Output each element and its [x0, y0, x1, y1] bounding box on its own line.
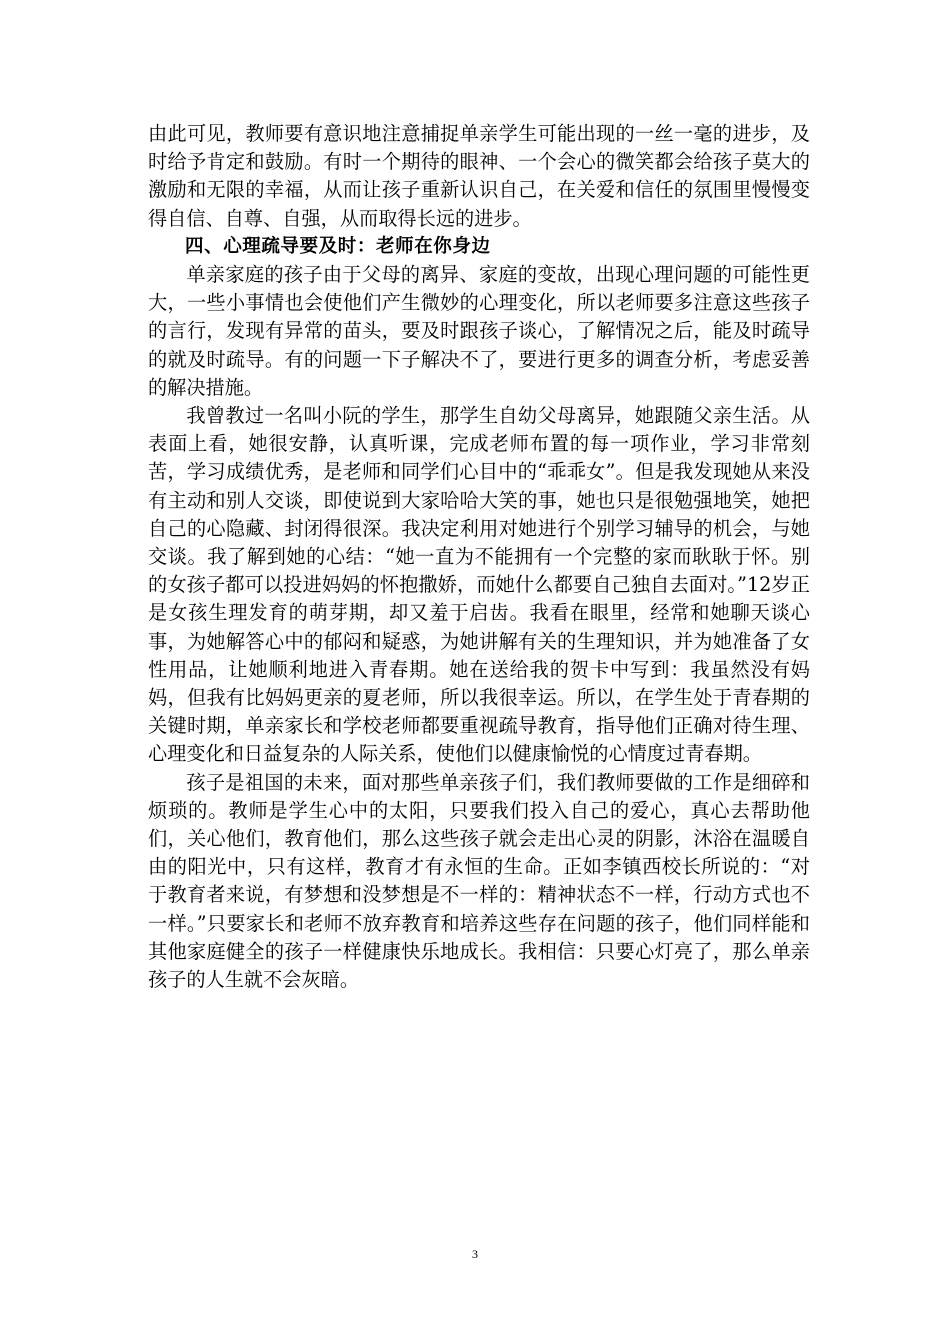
- paragraph-case-study: 我曾教过一名叫小阮的学生，那学生自幼父母离异，她跟随父亲生活。从表面上看，她很安静，认真听课，完成老师布置的每一项作业，学习非常刻苦，学习成绩优秀，是老师和同学们心目中的“乖乖女”。但是我发现她从来没有主动和别人交谈，即使说到大家哈哈大笑的事，她也只是很勉强地笑，她把自己的心隐藏、封闭得很深。我决定利用对她进行个别学习辅导的机会，与她交谈。我了解到她的心结：“她一直为不能拥有一个完整的家而耿耿于怀。别的女孩子都可以投进妈妈的怀抱撒娇，而她什么都要自己独自去面对。”12岁正是女孩生理发育的萌芽期，却又羞于启齿。我看在眼里，经常和她聊天谈心事，为她解答心中的郁闷和疑惑，为她讲解有关的生理知识，并为她准备了女性用品，让她顺利地进入青春期。她在送给我的贺卡中写到：我虽然没有妈妈，但我有比妈妈更亲的夏老师，所以我很幸运。所以，在学生处于青春期的关键时期，单亲家长和学校老师都要重视疏导教育，指导他们正确对待生理、心理变化和日益复杂的人际关系，使他们以健康愉悦的心情度过青春期。: [148, 404, 810, 766]
- section-heading-4: 四、心理疏导要及时：老师在你身边: [185, 235, 491, 257]
- page-content: [148, 120, 810, 994]
- page-number: 3: [472, 1247, 478, 1261]
- paragraph-intro: 单亲家庭的孩子由于父母的离异、家庭的变故，出现心理问题的可能性更大，一些小事情也会使他们产生微妙的心理变化，所以老师要多注意这些孩子的言行，发现有异常的苗头，要及时跟孩子谈心，了解情况之后，能及时疏导的就及时疏导。有的问题一下子解决不了，要进行更多的调查分析，考虑妥善的解决措施。: [148, 263, 810, 399]
- paragraph-conclusion: 孩子是祖国的未来，面对那些单亲孩子们，我们教师要做的工作是细碎和烦琐的。教师是学生心中的太阳，只要我们投入自己的爱心，真心去帮助他们，关心他们，教育他们，那么这些孩子就会走出心灵的阴影，沐浴在温暖自由的阳光中，只有这样，教育才有永恒的生命。正如李镇西校长所说的：“对于教育者来说，有梦想和没梦想是不一样的：精神状态不一样，行动方式也不一样。”只要家长和老师不放弃教育和培养这些存在问题的孩子，他们同样能和其他家庭健全的孩子一样健康快乐地成长。我相信：只要心灯亮了，那么单亲孩子的人生就不会灰暗。: [148, 770, 810, 992]
- paragraph-conclusion-previous-section: 由此可见，教师要有意识地注意捕捉单亲学生可能出现的一丝一毫的进步，及时给予肯定和鼓励。有时一个期待的眼神、一个会心的微笑都会给孩子莫大的激励和无限的幸福，从而让孩子重新认识自己，在关爱和信任的氛围里慢慢变得自信、自尊、自强，从而取得长远的进步。: [148, 122, 810, 230]
